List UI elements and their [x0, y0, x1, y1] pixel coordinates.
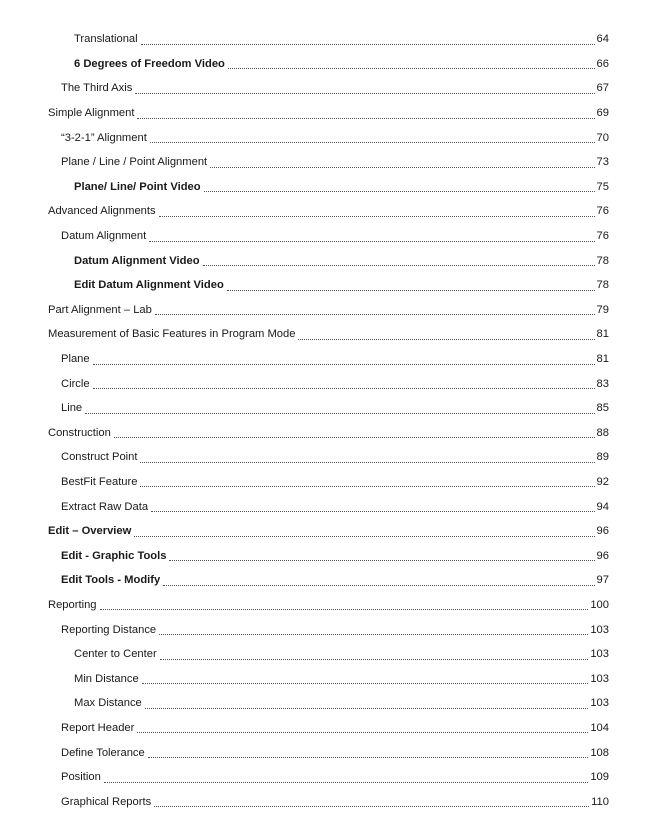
- toc-page-number: 64: [596, 33, 609, 46]
- toc-page-number: 67: [596, 82, 609, 95]
- dot-leader: [159, 620, 588, 635]
- toc-entry[interactable]: [0, 642, 657, 667]
- dot-leader: [114, 423, 595, 438]
- toc-entry-title: Plane / Line / Point Alignment: [61, 156, 208, 169]
- toc-entry-title: The Third Axis: [61, 82, 133, 95]
- toc-page-number: 69: [596, 107, 609, 120]
- dot-leader: [298, 325, 594, 340]
- toc-page-number: 104: [590, 721, 609, 734]
- toc-entry[interactable]: [0, 175, 657, 200]
- dot-leader: [151, 497, 595, 512]
- dot-leader: [104, 768, 589, 783]
- toc-entry[interactable]: [0, 519, 657, 544]
- toc-entry-title: Define Tolerance: [61, 746, 145, 759]
- toc-entry[interactable]: [0, 666, 657, 691]
- dot-leader: [145, 694, 589, 709]
- toc-entry[interactable]: [0, 150, 657, 175]
- toc-page-number: 85: [596, 402, 609, 415]
- toc-entry-title: 6 Degrees of Freedom Video: [74, 57, 225, 70]
- toc-entry-title: Position: [61, 771, 101, 784]
- toc-entry-title: Edit - Graphic Tools: [61, 549, 167, 562]
- toc-page-number: 88: [596, 426, 609, 439]
- dot-leader: [85, 399, 594, 414]
- toc-entry-title: Advanced Alignments: [48, 205, 156, 218]
- dot-leader: [142, 669, 589, 684]
- dot-leader: [149, 227, 594, 242]
- toc-entry[interactable]: [0, 765, 657, 790]
- dot-leader: [227, 276, 595, 291]
- dot-leader: [140, 448, 594, 463]
- toc-entry[interactable]: [0, 494, 657, 519]
- toc-page-number: 83: [596, 377, 609, 390]
- toc-entry[interactable]: [0, 740, 657, 765]
- dot-leader: [137, 718, 588, 733]
- toc-entry[interactable]: [0, 224, 657, 249]
- toc-page-number: 108: [590, 746, 609, 759]
- dot-leader: [163, 571, 594, 586]
- toc-page-number: 66: [596, 57, 609, 70]
- dot-leader: [93, 350, 595, 365]
- toc-page-number: 76: [596, 205, 609, 218]
- toc-page-number: 76: [596, 230, 609, 243]
- toc-page-number: 92: [596, 475, 609, 488]
- toc-entry-title: Construct Point: [61, 451, 138, 464]
- toc-entry[interactable]: [0, 396, 657, 421]
- toc-entry[interactable]: [0, 125, 657, 150]
- toc-entry-title: Edit Datum Alignment Video: [74, 279, 224, 292]
- toc-entry[interactable]: [0, 322, 657, 347]
- toc-page-number: 75: [596, 180, 609, 193]
- toc-entry-title: Min Distance: [74, 672, 139, 685]
- toc-entry-title: “3-2-1” Alignment: [61, 131, 147, 144]
- toc-entry-title: Reporting Distance: [61, 623, 157, 636]
- toc-entry-title: Circle: [61, 377, 90, 390]
- toc-page-number: 81: [596, 353, 609, 366]
- toc-entry-title: Plane: [61, 353, 90, 366]
- toc-page-number: 109: [590, 771, 609, 784]
- dot-leader: [141, 30, 595, 45]
- toc-entry-title: Datum Alignment: [61, 230, 147, 243]
- toc-entry[interactable]: [0, 371, 657, 396]
- toc-page-number: 79: [596, 303, 609, 316]
- toc-entry[interactable]: [0, 543, 657, 568]
- toc-entry[interactable]: [0, 789, 657, 814]
- toc-entry-title: Center to Center: [74, 648, 157, 661]
- toc-entry-title: Translational: [74, 33, 138, 46]
- toc-entry[interactable]: [0, 691, 657, 716]
- toc-page-number: 110: [591, 795, 609, 808]
- toc-page-number: 103: [590, 697, 609, 710]
- toc-entry[interactable]: [0, 101, 657, 126]
- dot-leader: [210, 153, 594, 168]
- dot-leader: [134, 522, 594, 537]
- toc-page-number: 70: [596, 131, 609, 144]
- toc-entry-title: Measurement of Basic Features in Program Mode: [48, 328, 296, 341]
- dot-leader: [228, 54, 595, 69]
- toc-entry[interactable]: [0, 568, 657, 593]
- dot-leader: [159, 202, 595, 217]
- toc-entry[interactable]: [0, 617, 657, 642]
- dot-leader: [203, 251, 595, 266]
- dot-leader: [154, 792, 589, 807]
- toc-entry-title: Extract Raw Data: [61, 500, 149, 513]
- toc-entry[interactable]: [0, 273, 657, 298]
- toc-page-number: 103: [590, 623, 609, 636]
- toc-entry[interactable]: [0, 199, 657, 224]
- toc-entry-title: Edit – Overview: [48, 525, 132, 538]
- toc-entry[interactable]: [0, 27, 657, 52]
- dot-leader: [148, 743, 589, 758]
- toc-page-number: 94: [596, 500, 609, 513]
- dot-leader: [155, 300, 595, 315]
- toc-entry[interactable]: [0, 421, 657, 446]
- toc-entry[interactable]: [0, 593, 657, 618]
- toc-entry[interactable]: [0, 470, 657, 495]
- toc-entry-title: Plane/ Line/ Point Video: [74, 180, 201, 193]
- toc-entry-title: Datum Alignment Video: [74, 254, 200, 267]
- toc-entry-title: BestFit Feature: [61, 475, 138, 488]
- toc-entry-title: Simple Alignment: [48, 107, 135, 120]
- toc-page-number: 78: [596, 279, 609, 292]
- toc-page-number: 81: [596, 328, 609, 341]
- toc-page-number: 89: [596, 451, 609, 464]
- toc-entry[interactable]: [0, 716, 657, 741]
- dot-leader: [100, 595, 589, 610]
- toc-entry[interactable]: [0, 248, 657, 273]
- toc-entry-title: Line: [61, 402, 83, 415]
- dot-leader: [137, 104, 594, 119]
- dot-leader: [93, 374, 595, 389]
- toc-entry[interactable]: [0, 347, 657, 372]
- toc-page-number: 73: [596, 156, 609, 169]
- toc-entry-title: Reporting: [48, 598, 97, 611]
- toc-page-number: 103: [590, 648, 609, 661]
- toc-entry[interactable]: [0, 52, 657, 77]
- dot-leader: [150, 128, 595, 143]
- dot-leader: [169, 546, 594, 561]
- dot-leader: [135, 79, 594, 94]
- toc-entry[interactable]: [0, 76, 657, 101]
- table-of-contents: [0, 27, 657, 814]
- dot-leader: [204, 177, 595, 192]
- toc-page-number: 97: [596, 574, 609, 587]
- toc-page-number: 103: [590, 672, 609, 685]
- toc-entry-title: Part Alignment – Lab: [48, 303, 152, 316]
- toc-page-number: 78: [596, 254, 609, 267]
- toc-entry-title: Graphical Reports: [61, 795, 152, 808]
- toc-entry[interactable]: [0, 298, 657, 323]
- toc-page-number: 96: [596, 525, 609, 538]
- dot-leader: [160, 645, 589, 660]
- toc-entry[interactable]: [0, 445, 657, 470]
- toc-entry-title: Report Header: [61, 721, 135, 734]
- toc-entry-title: Edit Tools - Modify: [61, 574, 161, 587]
- toc-entry-title: Max Distance: [74, 697, 142, 710]
- dot-leader: [140, 472, 594, 487]
- toc-page-number: 100: [590, 598, 609, 611]
- toc-page-number: 96: [596, 549, 609, 562]
- toc-entry-title: Construction: [48, 426, 111, 439]
